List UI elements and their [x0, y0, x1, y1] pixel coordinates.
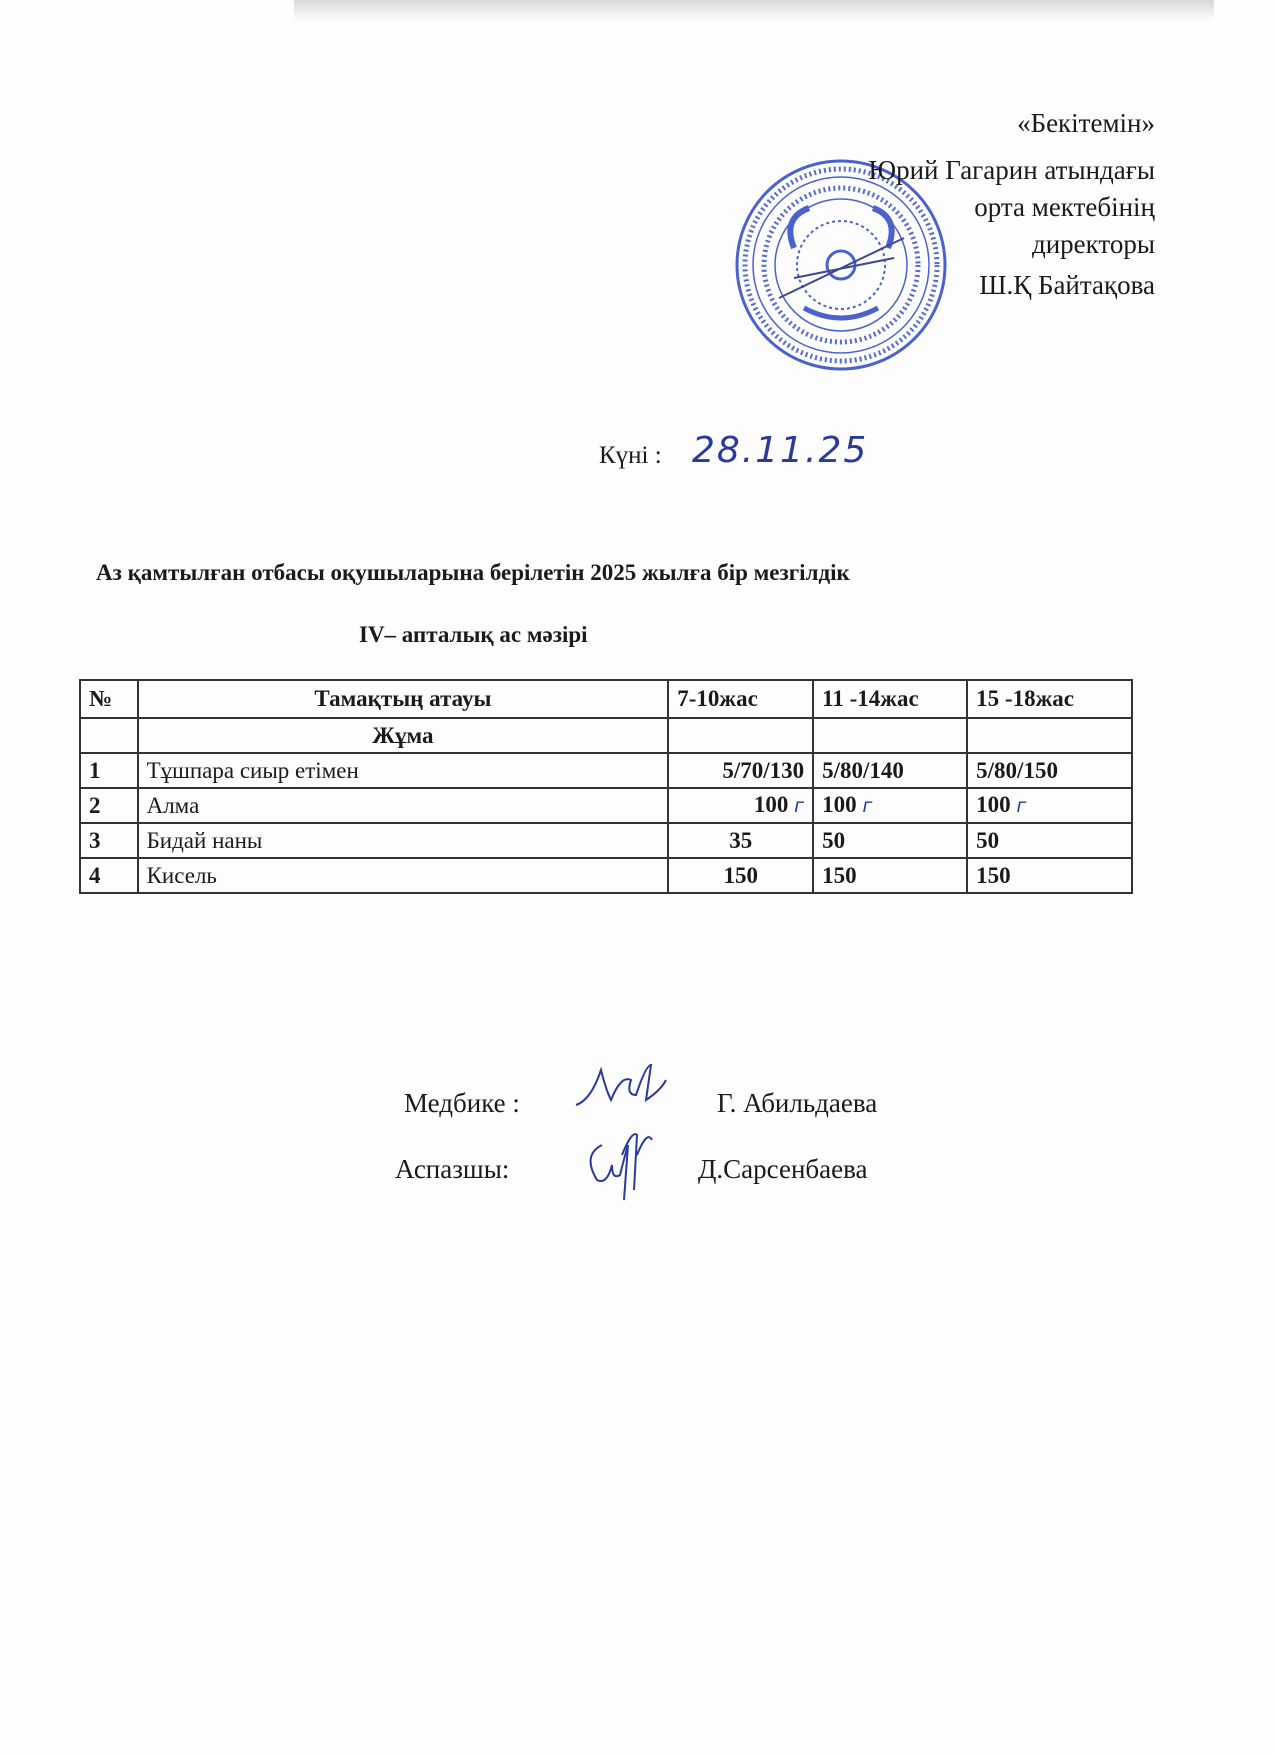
portion-15-18: 150 [967, 858, 1132, 893]
row-number: 3 [80, 823, 138, 858]
table-row [80, 788, 1132, 823]
row-number: 1 [80, 753, 138, 788]
row-number: 4 [80, 858, 138, 893]
portion-15-18: 5/80/150 [967, 753, 1132, 788]
cook-signature [582, 1125, 662, 1205]
portion-11-14: 50 [813, 823, 967, 858]
header-number: № [80, 680, 138, 718]
portion-7-10: 5/70/130 [668, 753, 813, 788]
table-row [80, 823, 1132, 858]
header-age-11-14: 11 -14жас [813, 680, 967, 718]
approval-school: Юрий Гагарин атындағы [868, 155, 1155, 185]
table-row [80, 858, 1132, 893]
cook-label: Аспазшы: [395, 1154, 510, 1184]
dish-name: Алма [138, 788, 669, 823]
date-label: Күні : [599, 442, 662, 469]
menu-table [79, 679, 1133, 894]
date-value: 28.11.25 [692, 430, 869, 471]
row-number: 2 [80, 788, 138, 823]
nurse-label: Медбике : [404, 1088, 520, 1118]
document-title: Аз қамтылған отбасы оқушыларына берілетін 2025 жылға бір мезгілдік [96, 560, 850, 585]
scan-edge-smear [294, 0, 1214, 22]
portion-7-10: 35 [668, 823, 813, 858]
nurse-signature [571, 1060, 671, 1120]
portion-15-18: 50 [967, 823, 1132, 858]
table-header-row [80, 680, 1132, 718]
unit-handwritten: г [794, 795, 805, 817]
unit-handwritten: г [1016, 795, 1027, 817]
dish-name: Кисель [138, 858, 669, 893]
document-subtitle: IV– апталық ас мәзірі [359, 622, 588, 647]
portion-11-14: 150 [813, 858, 967, 893]
portion-15-18: 100 [976, 792, 1011, 817]
day-row [80, 718, 1132, 753]
official-stamp [734, 158, 948, 372]
portion-11-14: 5/80/140 [813, 753, 967, 788]
table-row [80, 753, 1132, 788]
nurse-name: Г. Абильдаева [717, 1088, 878, 1118]
portion-7-10: 100 [753, 792, 789, 817]
header-age-7-10: 7-10жас [668, 680, 813, 718]
approval-position: директоры [1031, 229, 1155, 259]
portion-11-14: 100 [822, 792, 857, 817]
portion-7-10: 150 [668, 858, 813, 893]
header-dish: Тамақтың атауы [138, 680, 669, 718]
approval-school-2: орта мектебінің [974, 192, 1155, 222]
approval-director-name: Ш.Қ Байтақова [979, 270, 1155, 300]
dish-name: Тұшпара сиыр етімен [138, 753, 669, 788]
cook-name: Д.Сарсенбаева [698, 1154, 868, 1184]
header-age-15-18: 15 -18жас [967, 680, 1132, 718]
day-label: Жұма [138, 718, 669, 753]
dish-name: Бидай наны [138, 823, 669, 858]
approval-heading: «Бекітемін» [1017, 108, 1155, 138]
unit-handwritten: г [862, 795, 873, 817]
